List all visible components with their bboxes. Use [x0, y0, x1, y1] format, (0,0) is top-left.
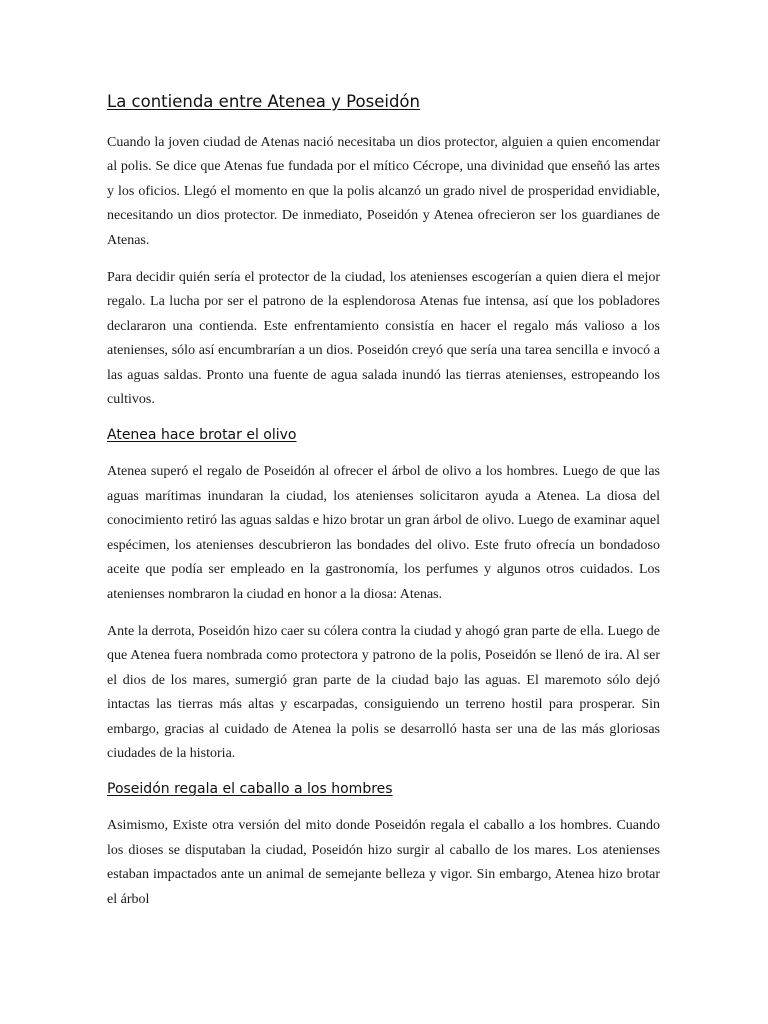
section-heading-olivo: Atenea hace brotar el olivo	[107, 427, 297, 444]
document-page	[107, 90, 660, 925]
section1-paragraph-1: Atenea superó el regalo de Poseidón al ofrecer el árbol de olivo a los hombres. Luego de que las aguas marítimas inundaran la ciudad, los atenienses solicitaron ayuda a Atenea. La diosa del conocimiento retiró las aguas saldas e hizo brotar un gran árbol de olivo. Luego de examinar aquel espécimen, los atenienses descubrieron las bondades del olivo. Este fruto ofrecía un bondadoso aceite que podía ser empleado en la gastronomía, los perfumes y algunos otros cuidados. Los atenienses nombraron la ciudad en honor a la diosa: Atenas.	[107, 464, 660, 602]
intro-paragraph-1: Cuando la joven ciudad de Atenas nació necesitaba un dios protector, alguien a quien encomendar al polis. Se dice que Atenas fue fundada por el mítico Cécrope, una divinidad que enseñó las artes y los oficios. Llegó el momento en que la polis alcanzó un grado nivel de prosperidad envidiable, necesitando un dios protector. De inmediato, Poseidón y Atenea ofrecieron ser los guardianes de Atenas.	[107, 135, 660, 248]
section1-paragraph-2: Ante la derrota, Poseidón hizo caer su cólera contra la ciudad y ahogó gran parte de ella. Luego de que Atenea fuera nombrada como protectora y patrono de la polis, Poseidón se llenó de ira. Al ser el dios de los mares, sumergió gran parte de la ciudad bajo las aguas. El maremoto sólo dejó intactas las tierras más altas y escarpadas, consiguiendo un terreno hostil para prosperar. Sin embargo, gracias al cuidado de Atenea la polis se desarrolló hasta ser una de las más gloriosas ciudades de la historia.	[107, 623, 660, 761]
section-heading-caballo: Poseidón regala el caballo a los hombres	[107, 781, 393, 798]
section2-paragraph-1: Asimismo, Existe otra versión del mito donde Poseidón regala el caballo a los hombres. Cuando los dioses se disputaban la ciudad, Poseidón hizo surgir al caballo de los mares. Los atenienses estaban impactados ante un animal de semejante belleza y vigor. Sin embargo, Atenea hizo brotar el árbol	[107, 818, 660, 907]
document-title: La contienda entre Atenea y Poseidón	[107, 92, 420, 111]
intro-paragraph-2: Para decidir quién sería el protector de la ciudad, los atenienses escogerían a quien diera el mejor regalo. La lucha por ser el patrono de la esplendorosa Atenas fue intensa, así que los pobladores declararon una contienda. Este enfrentamiento consistía en hacer el regalo más valioso a los atenienses, sólo así encumbrarían a un dios. Poseidón creyó que sería una tarea sencilla e invocó a las aguas saldas. Pronto una fuente de agua salada inundó las tierras atenienses, estropeando los cultivos.	[107, 270, 660, 408]
